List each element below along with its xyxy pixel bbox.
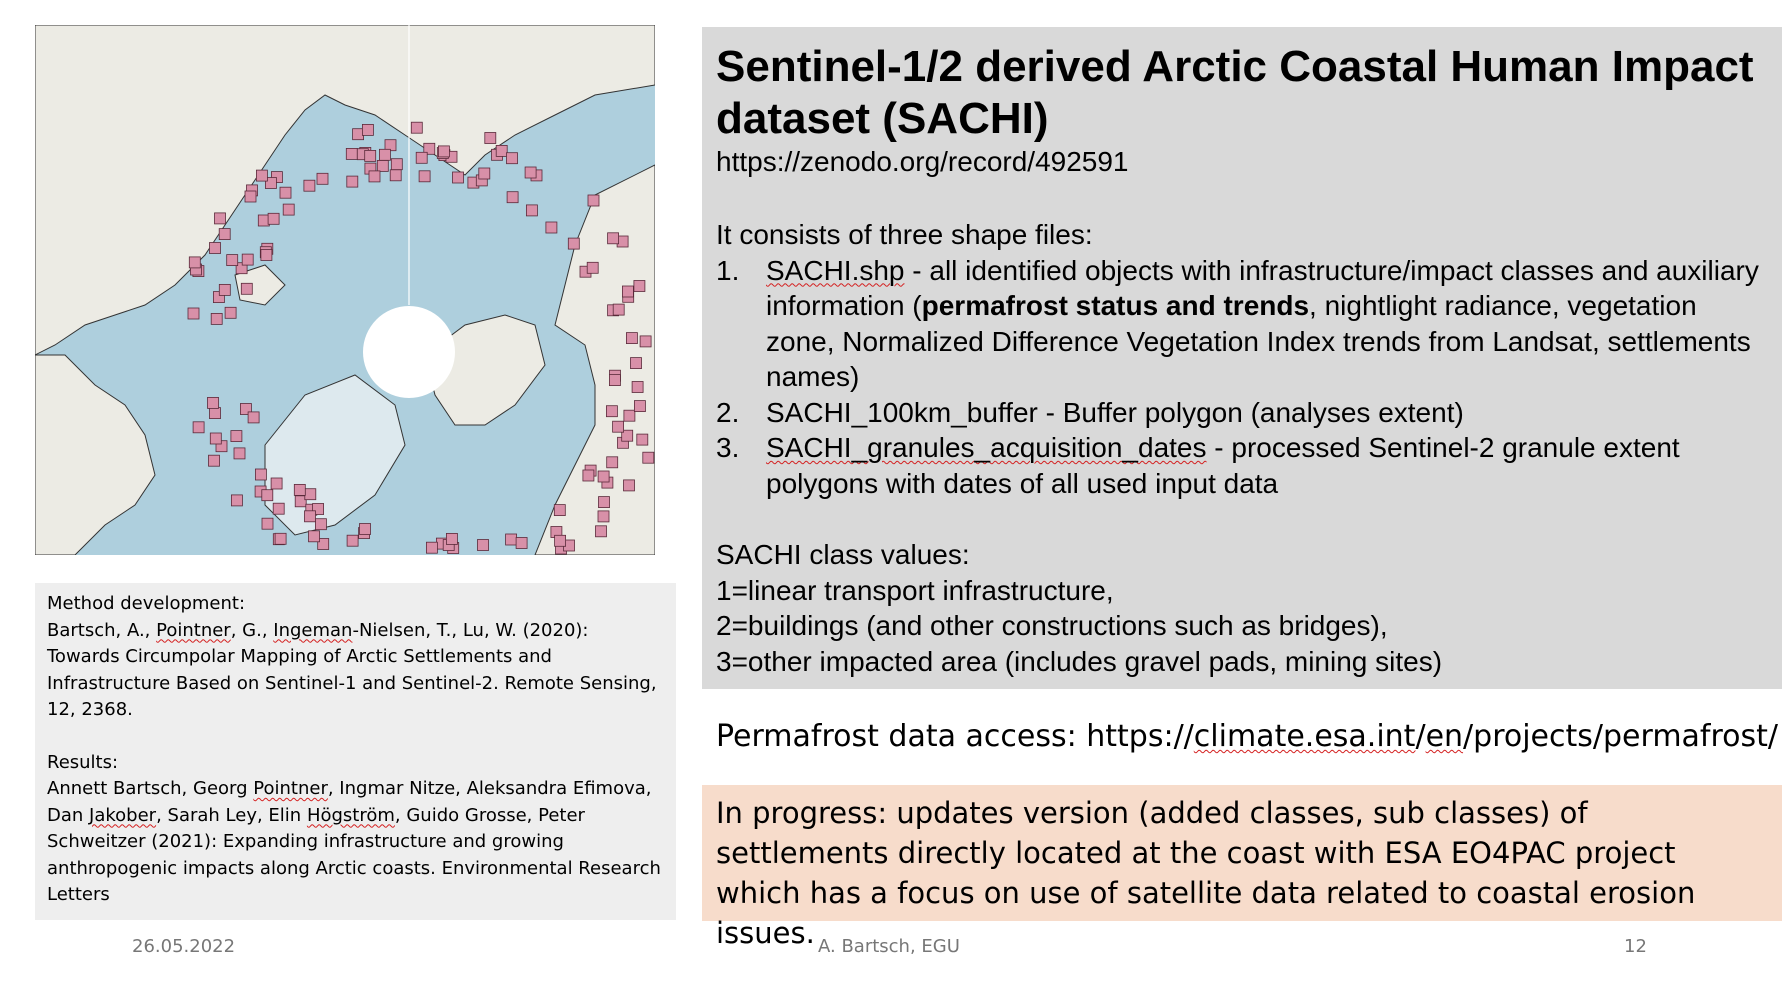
settlement-cell — [419, 171, 430, 182]
settlement-cell — [360, 524, 371, 535]
settlement-cell — [255, 469, 266, 480]
settlement-cell — [211, 313, 222, 324]
file-description: - processed Sentinel-2 granule extent polygons with dates of all used input data — [766, 432, 1680, 499]
class-value-2: 2=buildings (and other constructions such as bridges), — [716, 610, 1388, 641]
list-item — [716, 430, 1772, 501]
dataset-url[interactable]: https://zenodo.org/record/492591 — [716, 146, 1129, 177]
settlement-cell — [526, 205, 537, 216]
settlement-cell — [391, 159, 402, 170]
settlement-cell — [634, 401, 645, 412]
settlement-cell — [261, 250, 272, 261]
shape-files-list — [716, 253, 1772, 502]
settlement-cell — [607, 457, 618, 468]
settlement-cell — [256, 170, 267, 181]
settlement-cell — [613, 421, 624, 432]
settlement-cell — [219, 229, 230, 240]
settlement-cell — [606, 406, 617, 417]
settlement-cell — [262, 518, 273, 529]
settlement-cell — [271, 478, 282, 489]
settlement-cell — [631, 358, 642, 369]
ref1-b: Pointner — [156, 619, 231, 641]
settlement-cell — [555, 535, 566, 546]
ref2-h: , Guido Grosse, Peter — [394, 804, 585, 826]
ref1-e: -Nielsen, T., Lu, W. (2020): — [352, 619, 589, 641]
reference-1-line-1 — [47, 618, 664, 645]
settlement-cell — [609, 375, 620, 386]
settlement-cell — [622, 286, 633, 297]
settlement-cell — [234, 448, 245, 459]
settlement-cell — [598, 471, 609, 482]
settlement-cell — [245, 191, 256, 202]
settlement-cell — [347, 535, 358, 546]
settlement-cell — [231, 431, 242, 442]
file-description-bold: permafrost status and trends — [921, 290, 1310, 321]
settlement-cell — [438, 146, 449, 157]
settlement-cell — [632, 382, 643, 393]
file-description: - all identified objects with infrastructure/impact classes and auxiliary information ( — [766, 254, 1759, 321]
settlement-cell — [506, 534, 517, 545]
settlement-cell — [496, 145, 507, 156]
settlement-cell — [189, 257, 200, 268]
settlement-cell — [210, 433, 221, 444]
settlement-cell — [583, 470, 594, 481]
settlement-cell — [624, 480, 635, 491]
settlement-cell — [546, 222, 557, 233]
settlement-cell — [478, 540, 489, 551]
settlement-cell — [225, 307, 236, 318]
arctic-map — [35, 25, 655, 555]
access-slash: / — [1415, 719, 1426, 754]
file-name: SACHI.shp — [766, 254, 905, 286]
reference-2-line-3: Schweitzer (2021): Expanding infrastructure and growing — [47, 831, 564, 852]
settlement-cell — [283, 204, 294, 215]
reference-1-line-3: Infrastructure Based on Sentinel-1 and Sentinel-2. Remote Sensing, — [47, 672, 657, 694]
class-values-heading: SACHI class values: — [716, 539, 970, 570]
settlement-cell — [315, 519, 326, 530]
settlement-cell — [305, 489, 316, 500]
dataset-summary-box — [702, 27, 1782, 689]
settlement-cell — [231, 495, 242, 506]
settlement-cell — [608, 233, 619, 244]
ref2-d: Dan — [47, 804, 90, 826]
ref2-g: Högström — [306, 804, 395, 826]
in-progress-note: In progress: updates version (added classes, sub classes) of settlements directly located at the coast with ESA EO4PAC project which has a focus on use of satellite data related to coastal erosion issues. — [702, 785, 1782, 921]
reference-2-line-5: Letters — [47, 884, 110, 905]
class-value-1: 1=linear transport infrastructure, — [716, 574, 1114, 606]
settlement-cell — [362, 124, 373, 135]
list-number: 2. — [716, 396, 740, 428]
file-name: SACHI_granules_acquisition_dates — [766, 432, 1207, 463]
access-domain: climate.esa.int — [1193, 719, 1416, 754]
ref2-f: , Sarah Ley, Elin — [156, 804, 307, 826]
settlement-cell — [275, 533, 286, 544]
class-value-3: 3=other impacted area (includes gravel pads, mining sites) — [716, 645, 1443, 677]
settlement-cell — [227, 255, 238, 266]
settlement-cell — [507, 153, 518, 164]
pole-hole — [363, 306, 455, 398]
settlement-cell — [294, 484, 305, 495]
settlement-cell — [516, 538, 527, 549]
ref1-c: , G., — [230, 619, 274, 641]
settlement-cell — [634, 281, 645, 292]
settlement-cell — [209, 455, 220, 466]
settlement-cell — [193, 422, 204, 433]
dataset-title: Sentinel-1/2 derived Arctic Coastal Human Impact dataset (SACHI) — [716, 42, 1754, 143]
settlement-cell — [643, 452, 654, 463]
settlement-cell — [554, 505, 565, 516]
settlement-cell — [624, 410, 635, 421]
settlement-cell — [446, 533, 457, 544]
settlement-cell — [587, 262, 598, 273]
settlement-cell — [241, 283, 252, 294]
settlement-cell — [453, 172, 464, 183]
settlement-cell — [304, 180, 315, 191]
ref2-b: Pointner — [253, 778, 328, 799]
reference-1-line-2: Towards Circumpolar Mapping of Arctic Settlements and — [47, 646, 552, 667]
settlement-cell — [507, 192, 518, 203]
list-item — [716, 395, 1772, 431]
access-prefix: Permafrost data access: https:// — [716, 719, 1194, 754]
settlement-cell — [568, 238, 579, 249]
ref1-a: Bartsch, A., — [47, 619, 157, 641]
file-description: - Buffer polygon (analyses extent) — [1037, 396, 1464, 428]
list-number: 3. — [716, 432, 740, 463]
reference-2-line-1 — [47, 776, 664, 803]
footer-page-number: 12 — [1624, 936, 1647, 957]
access-lang: en — [1425, 719, 1464, 754]
settlement-cell — [479, 168, 490, 179]
method-references-box — [35, 583, 676, 920]
settlement-cell — [219, 284, 230, 295]
settlement-cell — [599, 497, 610, 508]
settlement-cell — [242, 254, 253, 265]
ref2-c: , Ingmar Nitze, Aleksandra Efimova, — [327, 778, 652, 799]
settlement-cell — [210, 408, 221, 419]
settlement-cell — [598, 511, 609, 522]
settlement-cell — [262, 490, 273, 501]
reference-1-line-4: 12, 2368. — [47, 699, 133, 720]
settlement-cell — [416, 152, 427, 163]
settlement-cell — [596, 526, 607, 537]
permafrost-data-access[interactable] — [716, 717, 1778, 757]
method-heading: Method development: — [47, 593, 246, 614]
ref2-e: Jakober — [89, 804, 157, 826]
settlement-cell — [369, 171, 380, 182]
settlement-cell — [280, 187, 291, 198]
settlement-cell — [353, 129, 364, 140]
settlement-cell — [637, 434, 648, 445]
ref2-a: Annett Bartsch, Georg — [47, 778, 254, 799]
file-description-rest: , nightlight radiance, vegetation zone, Normalized Difference Vegetation Index trends from Landsat, settlements names) — [766, 290, 1751, 392]
settlement-cell — [626, 333, 637, 344]
shape-files-intro: It consists of three shape files: — [716, 219, 1093, 250]
settlement-cell — [347, 176, 358, 187]
settlement-cell — [485, 133, 496, 144]
list-number: 1. — [716, 254, 740, 286]
settlement-cell — [210, 243, 221, 254]
settlement-cell — [346, 148, 357, 159]
settlement-cell — [640, 336, 651, 347]
results-heading: Results: — [47, 751, 119, 773]
settlement-cell — [268, 213, 279, 224]
footer-date: 26.05.2022 — [132, 936, 236, 957]
list-item — [716, 253, 1772, 395]
settlement-cell — [426, 542, 437, 553]
settlement-cell — [188, 308, 199, 319]
ref1-d: Ingeman — [273, 619, 353, 641]
settlement-cell — [613, 304, 624, 315]
settlement-cell — [258, 215, 269, 226]
settlement-cell — [390, 170, 401, 181]
settlement-cell — [208, 397, 219, 408]
settlement-cell — [379, 149, 390, 160]
settlement-cell — [309, 531, 320, 542]
access-path: /projects/permafrost/ — [1463, 719, 1779, 754]
settlement-cell — [215, 213, 226, 224]
settlement-cell — [365, 150, 376, 161]
settlement-cell — [273, 503, 284, 514]
reference-2-line-4: anthropogenic impacts along Arctic coasts. Environmental Research — [47, 857, 661, 879]
reference-2-line-2 — [47, 803, 664, 830]
settlement-cell — [317, 173, 328, 184]
settlement-cell — [525, 167, 536, 178]
settlement-cell — [377, 160, 388, 171]
file-name: SACHI_100km_buffer — [766, 396, 1038, 428]
settlement-cell — [305, 511, 316, 522]
settlement-cell — [411, 122, 422, 133]
arctic-map-svg — [35, 25, 655, 555]
settlement-cell — [588, 195, 599, 206]
footer-author: A. Bartsch, EGU — [818, 936, 960, 957]
settlement-cell — [248, 412, 259, 423]
